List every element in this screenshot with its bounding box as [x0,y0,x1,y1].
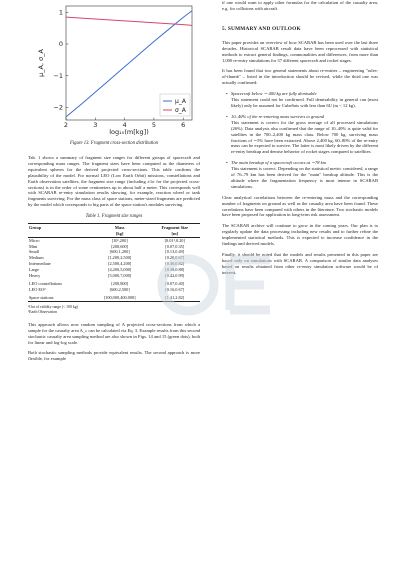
rule-finding: This statement is correct for the gross average of all processed simulations (26%). Data analysis also confirmed that the range of 10–40% is quite valid for satellites in the 700–2,400 kg mass class. Below 700 kg, surviving mass fractions of ∼5% have been extracted. Above 2,400 kg, 60–80% of the re-entry mass can be expected to survive. The latter is most likely driven by the different re-entry breakup and demise behavior of rocket stages compared to satellites. [231,119,378,155]
y-axis-label: μ_A, σ_A [37,49,45,77]
cell-fragment-size: [0.07,0.35] [165,243,185,249]
cell-group: Medium [29,255,44,261]
cell-group: LEO EO² [29,286,46,292]
table-caption: Table 1. Fragment size ranges [85,214,143,220]
cell-mass: [10¹,200] [111,237,128,243]
x-tick-label: 3 [93,121,98,129]
x-tick-label: 5 [151,121,156,129]
cell-fragment-size: [0.01¹,0.20] [164,237,185,243]
rule-statement: • The main breakup of a spacecraft occurs at ∼78 km [231,160,326,166]
cell-fragment-size: [0.38,0.88] [165,266,185,272]
table-row [28,292,200,301]
cell-mass: [100,000,400,000] [90,292,150,301]
cell-group: Space stations [28,292,90,301]
cell-fragment-size: [1.41,2.82] [150,292,200,301]
cell-group: Mini [29,243,38,249]
col-header-mass: Mass [90,224,150,231]
paragraph-table-summary: Tab. 1 shows a summary of fragment size ranges for different groups of spacecraft and corresponding mass ranges. The fragment sizes have been computed as the diameters of equivalent spheres for the derived projected cross-sections. This table confirms the plausibility of the model. For normal LEO (Low Earth Orbit) missions, constellations and Earth observation satellites, the fragment size range (including ±1σ for the projected cross-sections) is in the order of some centimeters up to about half a meter. This corresponds well with SCARAB re-entry simulation results showing, for example, reaction wheel or tank fragments surviving. For the mass class of space stations, meter-sized fragments are predicted by the model which corresponds to big parts of the space station's modules surviving. [28,155,200,208]
x-tick-label: 2 [63,121,69,129]
y-tick-label: 1 [58,8,63,17]
y-tick-label: −2 [53,103,63,112]
list-item [226,160,378,190]
cell-mass: [1,200,2,500] [108,255,132,261]
cell-fragment-size: [0.07,0.40] [165,281,185,286]
cell-mass: [4,200,5,000] [108,266,132,272]
legend-label: σ_A [175,107,186,115]
x-axis-label: log₁₀(m[kg]) [109,128,149,136]
figure-13 [28,0,200,140]
col-unit-group [28,230,90,237]
paragraph-sampling: This approach allows now random sampling of A projected cross-sections from which a sample for the casualty area A_c can be calculated via Eq. 3. Example results from this second stochastic casualty area sampling method are also shown in Figs. 14 and 15 (green dots), both for linear and log-log scale. [28,321,200,345]
rule-statement: • 10–40% of the re-entering mass survives to ground [231,113,324,119]
col-header-fragment-size: Fragment Size [150,224,200,231]
cell-mass: [200,800] [111,281,129,286]
x-tick-label: 6 [181,121,186,129]
section-title: 5. SUMMARY AND OUTLOOK [222,25,301,32]
cell-mass: [5,000,7,000] [108,272,132,278]
cell-mass: [600,1,200] [109,249,130,255]
series-line-sigma-a [66,17,192,25]
cell-fragment-size: [0.20,0.67] [165,255,185,261]
cell-group: Micro [29,237,40,243]
y-tick-label: −1 [53,71,63,80]
cell-group: Heavy [29,272,41,278]
list-item [226,91,378,109]
paragraph-rules-intro: It has been found that two general statements about re-entries – engineering "rules-of-thumb" – listed in the introduction should be revised, while the third one was actually confirmed: [222,68,378,86]
cell-group: LEO constellations [29,281,63,286]
rule-statement: • Spacecraft below ∼ 400 kg are fully demisable [231,91,317,97]
figure-caption: Figure 13. Fragment cross-section distribution [69,141,159,146]
col-unit-fragment-size: [m] [150,230,200,237]
cell-mass: [2,500,4,200] [108,261,132,267]
x-tick-label: 4 [122,121,127,129]
rule-finding: This statement is correct. Depending on the statistical metric considered, a range of 76–79 km has been derived for the "main" breakup altitude. This is the altitude where the fragmentation frequency is most intense in SCARAB simulations. [231,166,378,189]
col-unit-mass: [kg] [90,230,150,237]
cell-fragment-size: [0.42,0.99] [165,272,185,278]
paragraph-continuation: if one would want to apply other formulas for the calculation of the casualty area, e.g. for collisions with aircraft. [222,0,378,11]
table-note-eo: ²Earth Observation [28,309,57,314]
cell-fragment-size: [0.13,0.49] [165,249,185,255]
table-note-validity: ¹Out of validity range (< 100 kg) [28,304,78,309]
table-row [28,278,200,286]
col-header-group: Group [28,224,90,231]
paragraph-correlations: Clear analytical correlations between the re-entering mass and the corresponding number of fragments on ground as well as the casualty area have been found. These correlations have been compared with others in the literature. Two stochastic models have been proposed for application in long-term risk assessment. [222,194,378,218]
fragment-size-table [28,223,200,301]
legend-label: μ_A [175,98,186,106]
paragraph-overview: This paper provides an overview of how SCARAB has been used over the last three decades. Historical SCARAB result data have been reprocessed with statistical methods to extract general findings, commonalities and differences, from more than 1,000 re-entry simulations for 37 different spacecraft and rocket stages. [222,39,378,63]
left-column [28,0,200,362]
cell-fragment-size: [0.30,0.82] [165,261,185,267]
cell-group: Intermediate [29,261,51,267]
cell-mass: [600,2,500] [109,286,130,292]
cell-fragment-size: [0.16,0.67] [165,286,185,292]
y-tick-label: 0 [58,40,63,49]
fragment-cross-section-chart [28,0,200,140]
right-column [222,0,378,276]
cell-group: Small [29,249,40,255]
cell-mass: [200,600] [111,243,129,249]
paragraph-comparison: Both stochastic sampling methods provide equivalent results. The second approach is more flexible, for example [28,350,200,362]
rules-list [226,91,378,190]
paragraph-final-note: Finally, it should be noted that the models and results presented in this paper are based only on simulations with SCARAB. A comparison of similar data analyses based on results obtained from other re-entry simulation software would be of interest. [222,252,378,275]
paragraph-archive: The SCARAB archive will continue to grow in the coming years. Our plan is to regularly update the data processing including new results and to further refine the implemented statistical methods. This is expected to increase confidence in the findings and derived models. [222,223,378,247]
table-notes [28,305,200,315]
list-item [226,114,378,155]
cell-group: Large [29,266,39,272]
rule-finding: This statement could not be confirmed. Full demisability in general can (most likely) only be assumed for CubeSats with less than 6U (m < 12 kg). [231,97,378,108]
